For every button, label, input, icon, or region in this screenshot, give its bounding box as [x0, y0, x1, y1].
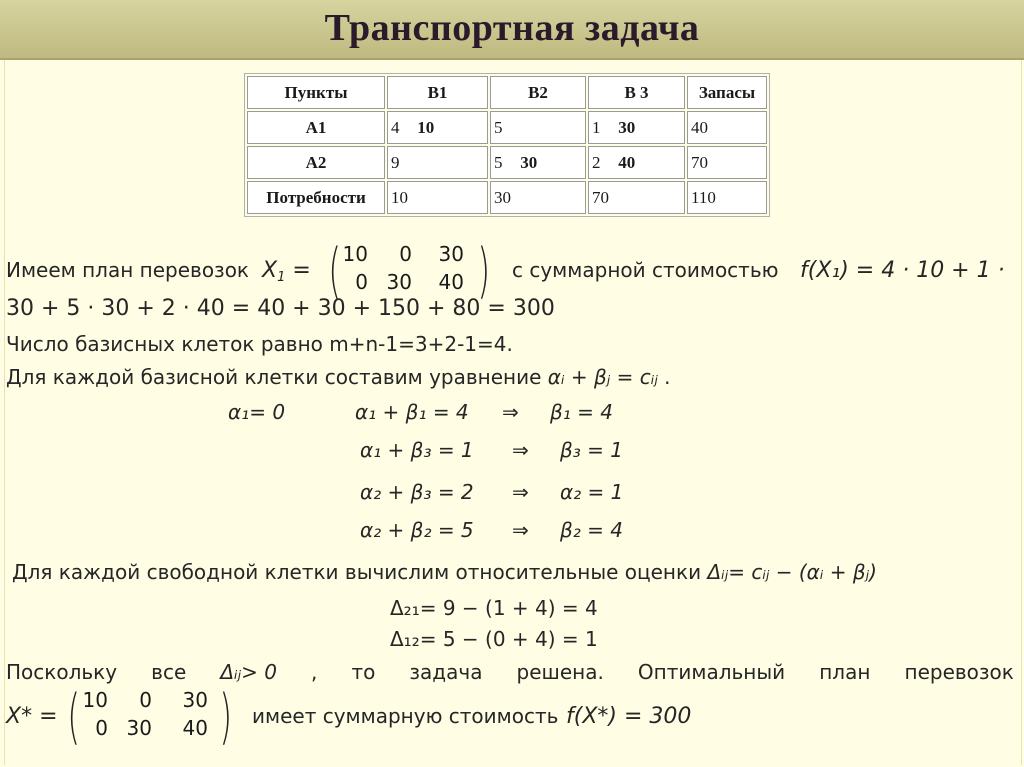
conclusion-line — [6, 660, 1014, 684]
plan-var: $X_1$ = — [262, 258, 311, 285]
table-cell — [588, 111, 685, 144]
table-cell — [490, 111, 586, 144]
header-cell: B2 — [490, 76, 586, 109]
cell-amount: 30 — [618, 117, 636, 137]
slide-header — [0, 0, 1024, 60]
conclusion-word: , — [311, 660, 318, 684]
estimate: Δ₁₂= 5 − (0 + 4) = 1 — [390, 627, 598, 651]
matrix-cell: 0 — [355, 270, 368, 294]
estimates-intro: Для каждой свободной клетки вычислим относительные оценки — [12, 560, 702, 584]
demand-cell: 30 — [490, 181, 586, 214]
header-cell: B 3 — [588, 76, 685, 109]
implies-icon: ⇒ — [512, 438, 529, 462]
matrix-cell: 30 — [126, 716, 152, 740]
header-cell: Пункты — [247, 76, 385, 109]
matrix-cell: 10 — [342, 242, 368, 266]
implies-icon: ⇒ — [512, 480, 529, 504]
estimates-formula: Δᵢⱼ= cᵢⱼ − (αᵢ + βⱼ) — [707, 560, 877, 584]
conclusion-word: задача — [409, 660, 483, 684]
table-cell — [490, 146, 586, 179]
cell-cost: 4 — [391, 117, 400, 137]
conclusion-word: то — [351, 660, 376, 684]
header-cell: B1 — [387, 76, 488, 109]
cell-amount: 40 — [618, 152, 636, 172]
supply-cell: 70 — [687, 146, 767, 179]
row-label: A1 — [247, 111, 385, 144]
cell-cost: 1 — [592, 117, 601, 137]
plan-cost-expr2: 30 + 5 · 30 + 2 · 40 = 40 + 30 + 150 + 80 = 300 — [6, 296, 555, 321]
left-paren-icon: ( — [67, 682, 81, 752]
right-paren-icon: ) — [219, 682, 233, 752]
matrix-cell: 10 — [82, 688, 108, 712]
plan-var-letter: X — [262, 258, 278, 283]
matrix-cell: 40 — [438, 270, 464, 294]
demand-cell: 70 — [588, 181, 685, 214]
plan-intro — [6, 258, 249, 282]
matrix-cell: 0 — [399, 242, 412, 266]
header-cell: Запасы — [687, 76, 767, 109]
eq-right: β₂ = 4 — [560, 518, 623, 542]
conclusion-word: Оптимальный — [637, 660, 786, 684]
eq-formula: αᵢ + βⱼ = cᵢⱼ — [547, 365, 658, 389]
optimal-var-letter: X* — [6, 704, 33, 729]
supply-cell: 40 — [687, 111, 767, 144]
eq-intro-line — [6, 365, 671, 389]
eq-right: β₁ = 4 — [550, 400, 613, 424]
matrix-cell: 30 — [182, 688, 208, 712]
basis-line: Число базисных клеток равно m+n-1=3+2-1=4. — [6, 332, 513, 356]
plan-cost-expr: f(X₁) = 4 · 10 + 1 · — [800, 258, 1005, 283]
estimate: Δ₂₁= 9 − (1 + 4) = 4 — [390, 596, 598, 620]
implies-icon: ⇒ — [502, 400, 519, 424]
eq-left: α₁ + β₁ = 4 — [355, 400, 469, 424]
conclusion-word: все — [151, 660, 187, 684]
eq-right: α₂ = 1 — [560, 480, 624, 504]
eq-left: α₂ + β₂ = 5 — [360, 518, 474, 542]
conclusion-word: решена. — [516, 660, 604, 684]
demand-cell: 10 — [387, 181, 488, 214]
table-row — [247, 146, 767, 179]
table-demand-row — [247, 181, 767, 214]
table-cell — [588, 146, 685, 179]
eq-dot: . — [664, 365, 671, 389]
eq-left: α₁ + β₃ = 1 — [360, 438, 474, 462]
implies-icon: ⇒ — [512, 518, 529, 542]
table-cell — [387, 111, 488, 144]
estimates-intro-line — [12, 560, 877, 584]
eq-right: β₃ = 1 — [560, 438, 623, 462]
right-paren-icon: ) — [477, 236, 491, 306]
conclusion-word: перевозок — [904, 660, 1014, 684]
alpha1-eq: α₁= 0 — [228, 400, 286, 424]
cell-cost: 5 — [494, 152, 503, 172]
conclusion-word: план — [819, 660, 871, 684]
cell-amount: 10 — [417, 117, 435, 137]
cell-cost: 5 — [494, 117, 503, 137]
matrix-cell: 0 — [139, 688, 152, 712]
transport-table — [244, 73, 770, 217]
optimal-suffix: имеет суммарную стоимость — [252, 704, 559, 728]
eq-left: α₂ + β₃ = 2 — [360, 480, 474, 504]
conclusion-word: Поскольку — [6, 660, 118, 684]
plan-var-sub: 1 — [277, 270, 286, 285]
left-paren-icon: ( — [328, 236, 342, 306]
matrix-cell: 30 — [386, 270, 412, 294]
cell-cost: 2 — [592, 152, 601, 172]
plan-middle: с суммарной стоимостью — [512, 258, 779, 282]
table-header-row — [247, 76, 767, 109]
matrix-cell: 40 — [182, 716, 208, 740]
demand-label: Потребности — [247, 181, 385, 214]
conclusion-cond: Δᵢⱼ> 0 — [220, 660, 277, 684]
cell-cost: 9 — [391, 152, 400, 172]
eq-intro: Для каждой базисной клетки составим уравнение — [6, 365, 542, 389]
cell-amount: 30 — [520, 152, 538, 172]
matrix-cell: 0 — [95, 716, 108, 740]
optimal-cost: f(X*) = 300 — [566, 704, 692, 729]
row-label: A2 — [247, 146, 385, 179]
table-row — [247, 111, 767, 144]
demand-total: 110 — [687, 181, 767, 214]
matrix-cell: 30 — [438, 242, 464, 266]
optimal-var: X* = — [6, 704, 58, 729]
plan-prefix: Имеем план перевозок — [6, 258, 250, 282]
table-cell — [387, 146, 488, 179]
slide-title: Транспортная задача — [324, 7, 700, 49]
